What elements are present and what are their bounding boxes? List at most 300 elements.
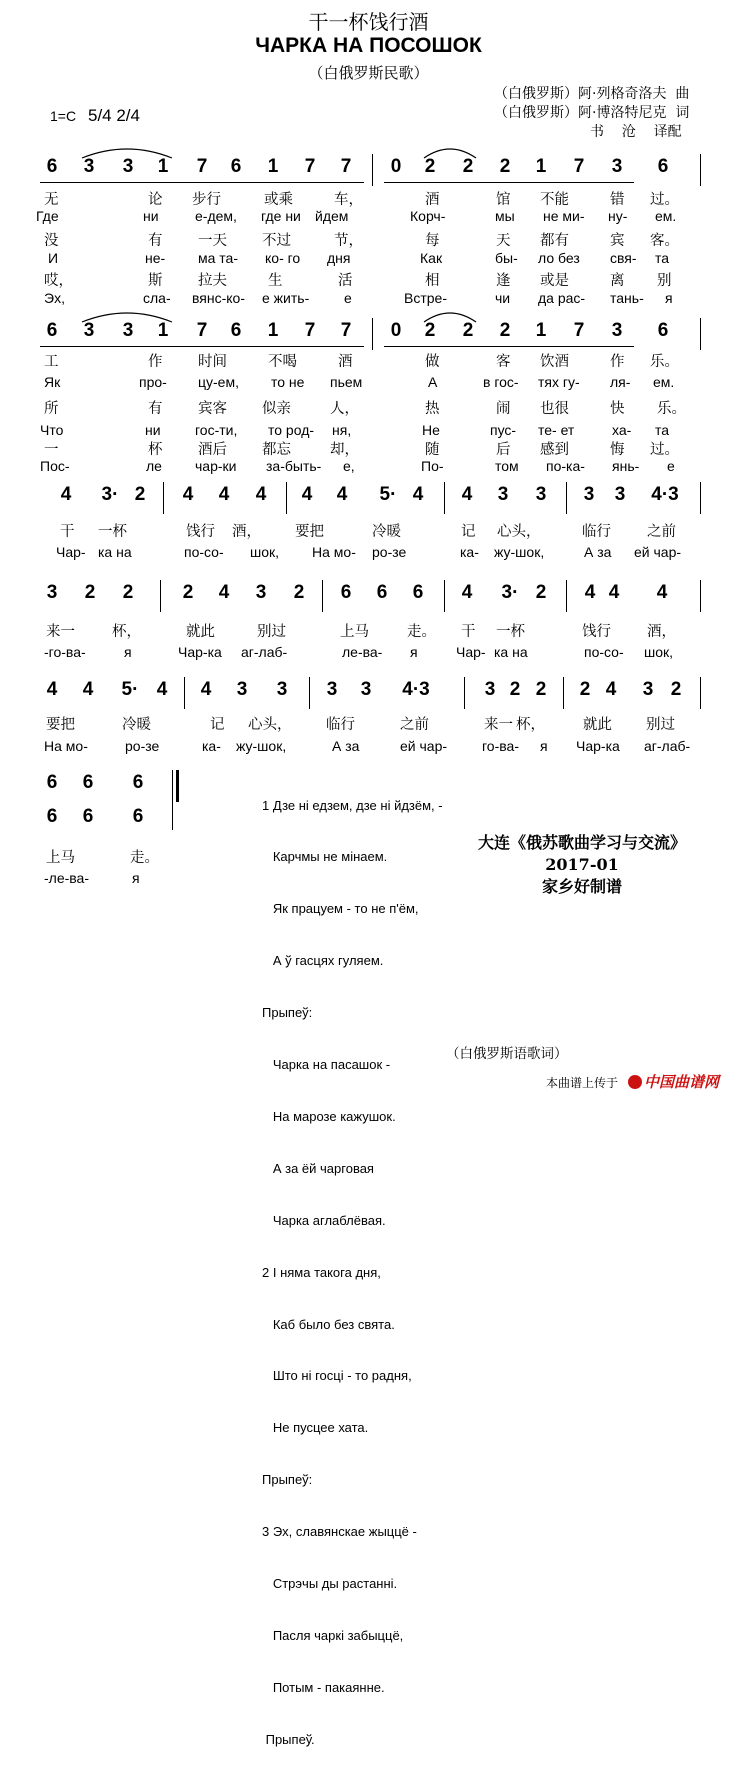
lyric: 闹 xyxy=(496,401,511,417)
lyric: Как xyxy=(420,250,443,266)
lyric-line xyxy=(0,644,737,664)
lyric-line xyxy=(0,208,737,228)
lyric: цу-ем, xyxy=(198,374,239,390)
note: 0 xyxy=(390,320,402,341)
lyric: 别过 xyxy=(257,624,286,640)
translator-credit: 书 沧 译配 xyxy=(590,124,682,140)
site-logo-icon xyxy=(628,1075,642,1089)
lyric: 饯行 xyxy=(186,524,215,540)
note: 0 xyxy=(390,156,402,177)
lyric: 饮酒 xyxy=(540,354,569,370)
bar-line xyxy=(184,677,185,709)
lyric: 临行 xyxy=(582,524,611,540)
final-bar-line xyxy=(172,770,180,830)
beam-line xyxy=(384,182,634,183)
lyric: е жить- xyxy=(262,290,310,306)
lyric: ей чар- xyxy=(400,738,448,754)
lyric: 酒 xyxy=(338,354,353,370)
lyric: 逢 xyxy=(496,273,511,289)
note: 4 xyxy=(301,484,313,505)
note: 4 xyxy=(218,484,230,505)
lyric: Корч- xyxy=(410,208,446,224)
lyric: Як xyxy=(44,374,61,390)
lyric: 客 xyxy=(496,354,511,370)
lyric: 记 xyxy=(210,717,225,733)
note: 3 xyxy=(83,156,95,177)
lyric: е xyxy=(667,458,675,474)
lyric: 作 xyxy=(610,354,625,370)
note: 6 xyxy=(132,772,144,793)
note: 1 xyxy=(267,320,279,341)
note: 6 xyxy=(412,582,424,603)
lyric: 饯行 xyxy=(582,624,611,640)
lyric: 有 xyxy=(148,233,163,249)
lyric: 走。 xyxy=(130,850,159,866)
lyric: По- xyxy=(421,458,444,474)
lyric: 拉夫 xyxy=(198,273,227,289)
lyric: 后 xyxy=(496,442,511,458)
note: 3 xyxy=(276,679,288,700)
lyric: -ле-ва- xyxy=(44,870,90,886)
lyric: где ни xyxy=(261,208,301,224)
lyric-line xyxy=(0,290,737,310)
lyric: ко- го xyxy=(265,250,301,266)
lyric: 却， xyxy=(330,442,359,458)
note: 2 xyxy=(122,582,134,603)
lyric: 哎， xyxy=(44,273,73,289)
lyric: 杯， xyxy=(112,624,141,640)
lyric: 相 xyxy=(425,273,440,289)
note: 3 xyxy=(611,156,623,177)
lyric: 之前 xyxy=(647,524,676,540)
note: 6 xyxy=(46,806,58,827)
note: 4 xyxy=(461,484,473,505)
note: 4 xyxy=(218,582,230,603)
note-row xyxy=(0,677,737,707)
lyric: 过。 xyxy=(650,442,679,458)
verse-line: Як працуем - то не п'ём, xyxy=(262,901,419,917)
lyric: ля- xyxy=(610,374,631,390)
lyric-line xyxy=(0,544,737,564)
slur-mark xyxy=(80,144,175,160)
lyric: 要把 xyxy=(295,524,324,540)
lyric: бы- xyxy=(495,250,518,266)
lyric: 一杯 xyxy=(98,524,127,540)
lyric: 干 xyxy=(60,524,75,540)
note: 7 xyxy=(573,320,585,341)
lyric-line xyxy=(0,520,737,540)
lyric: А за xyxy=(332,738,360,754)
lyric: 似亲 xyxy=(262,401,291,417)
note: 2 xyxy=(535,582,547,603)
lyric: не ми- xyxy=(543,208,585,224)
lyric: ло без xyxy=(538,250,580,266)
bar-line xyxy=(700,580,701,612)
lyric: свя- xyxy=(610,250,637,266)
lyric: 杯， xyxy=(516,717,545,733)
lyric: янь- xyxy=(612,458,640,474)
lyric-line xyxy=(0,250,737,270)
lyric: ка- xyxy=(202,738,221,754)
note: 4 xyxy=(656,582,668,603)
lyric: 感到 xyxy=(540,442,569,458)
verse-line: 2 I няма такога дня, xyxy=(262,1264,381,1280)
note: 5· xyxy=(121,679,139,700)
note-row xyxy=(0,482,737,512)
lyric-line xyxy=(0,713,737,733)
lyric: 上马 xyxy=(340,624,369,640)
note: 7 xyxy=(340,320,352,341)
lyric: йдем xyxy=(315,208,349,224)
lyric: вянс-ко- xyxy=(192,290,245,306)
note: 7 xyxy=(573,156,585,177)
note: 3 xyxy=(83,320,95,341)
lyric: ем. xyxy=(653,374,675,390)
note: 2 xyxy=(670,679,682,700)
bar-line xyxy=(372,154,373,186)
lyric: мы xyxy=(495,208,515,224)
lyric-line xyxy=(0,738,737,758)
note: 2 xyxy=(293,582,305,603)
lyric: е, xyxy=(343,458,355,474)
lyric: том xyxy=(495,458,519,474)
beam-line xyxy=(384,346,634,347)
lyric: 都有 xyxy=(540,233,569,249)
lyric: Чар-ка xyxy=(178,644,222,660)
lyric: 作 xyxy=(148,354,163,370)
note: 6 xyxy=(230,156,242,177)
lyric: 走。 xyxy=(407,624,436,640)
bar-line xyxy=(700,154,701,186)
note: 3 xyxy=(614,484,626,505)
lyric: дня xyxy=(327,250,351,266)
lyric: 要把 xyxy=(46,717,75,733)
lyric: 记 xyxy=(461,524,476,540)
note: 4 xyxy=(255,484,267,505)
bar-line xyxy=(700,482,701,514)
lyric: А за xyxy=(584,544,612,560)
note: 4 xyxy=(60,484,72,505)
lyric: 随 xyxy=(425,442,440,458)
lyric: 乐。 xyxy=(650,354,679,370)
lyric: жу-шок, xyxy=(494,544,545,560)
lyric: 生 xyxy=(268,273,283,289)
bar-line xyxy=(309,677,310,709)
verse-line: Што нi госцi - то радня, xyxy=(262,1368,412,1384)
lyric: 冷暖 xyxy=(122,717,151,733)
lyric: 所 xyxy=(44,401,59,417)
bar-line xyxy=(444,482,445,514)
bar-line xyxy=(464,677,465,709)
lyric: 离 xyxy=(610,273,625,289)
lyric: шок, xyxy=(644,644,674,660)
note: 2 xyxy=(134,484,146,505)
lyric: 工 xyxy=(44,354,59,370)
note: 5· xyxy=(379,484,397,505)
lyric: аг-лаб- xyxy=(241,644,288,660)
note: 7 xyxy=(196,156,208,177)
lyric: в гос- xyxy=(483,374,519,390)
lyric: 也很 xyxy=(540,401,569,417)
lyric: про- xyxy=(139,374,167,390)
note: 2 xyxy=(462,320,474,341)
note: 2 xyxy=(499,156,511,177)
lyric: то род- xyxy=(268,422,315,438)
lyric: та xyxy=(655,250,670,266)
lyric-line xyxy=(0,229,737,249)
lyric: чи xyxy=(495,290,511,306)
lyric: 心头， xyxy=(497,524,541,540)
note: 3 xyxy=(360,679,372,700)
lyric: ем. xyxy=(655,208,677,224)
note: 1 xyxy=(157,320,169,341)
lyric: 杯 xyxy=(148,442,163,458)
site-name: 中国曲谱网 xyxy=(644,1073,720,1091)
lyric: ни xyxy=(145,422,161,438)
note: 4 xyxy=(156,679,168,700)
note: 3 xyxy=(255,582,267,603)
lyric: 或乘 xyxy=(264,192,293,208)
lyric: 无 xyxy=(44,192,59,208)
note: 6 xyxy=(340,582,352,603)
lyric: я xyxy=(410,644,418,660)
lyric: 做 xyxy=(425,354,440,370)
lyric: Чар- xyxy=(56,544,86,560)
note: 7 xyxy=(304,320,316,341)
upload-notice: 本曲谱上传于 xyxy=(546,1076,619,1090)
lyric: 心头， xyxy=(248,717,292,733)
lyric: 一天 xyxy=(198,233,227,249)
bar-line xyxy=(372,318,373,350)
verse-line: 3 Эх, славянскае жыццё - xyxy=(262,1524,417,1540)
note: 4 xyxy=(336,484,348,505)
song-title-chinese: 干一杯饯行酒 xyxy=(308,10,429,34)
lyric: 馆 xyxy=(496,192,511,208)
slur-mark xyxy=(80,308,175,324)
lyric: 上马 xyxy=(46,850,75,866)
lyric: 斯 xyxy=(148,273,163,289)
lyric: 热 xyxy=(425,401,440,417)
note: 3 xyxy=(583,484,595,505)
lyric: 来一 xyxy=(46,624,75,640)
lyric: А xyxy=(428,374,438,390)
lyric: 临行 xyxy=(326,717,355,733)
note: 3 xyxy=(642,679,654,700)
note: 4 xyxy=(605,679,617,700)
verse-line: Каб было без свята. xyxy=(262,1316,395,1332)
note: 3· xyxy=(101,484,119,505)
note: 2 xyxy=(462,156,474,177)
lyric: 不能 xyxy=(540,192,569,208)
note: 7 xyxy=(340,156,352,177)
note: 3 xyxy=(326,679,338,700)
note: 2 xyxy=(424,320,436,341)
song-title-russian: ЧАРКА НА ПОСОШОК xyxy=(255,34,482,57)
note: 3 xyxy=(46,582,58,603)
note: 3· xyxy=(501,582,519,603)
note-row xyxy=(0,580,737,610)
lyric: по-со- xyxy=(184,544,224,560)
verse-line: Пасля чаркi забыццё, xyxy=(262,1627,404,1643)
lyric: ка на xyxy=(494,644,528,660)
lyric: те- ет xyxy=(538,422,575,438)
verse-line: Прыпеў. xyxy=(262,1731,315,1747)
lyric-line xyxy=(0,458,737,478)
note: 6 xyxy=(230,320,242,341)
lyric: за-быть- xyxy=(266,458,322,474)
bar-line xyxy=(566,482,567,514)
maker-line: 大连《俄苏歌曲学习与交流》 xyxy=(477,833,686,852)
beam-line xyxy=(40,346,364,347)
note: 4 xyxy=(182,484,194,505)
lyric: 别 xyxy=(657,273,672,289)
note: 4 xyxy=(584,582,596,603)
verse-line: Не пусцее хата. xyxy=(262,1420,369,1436)
lyric: та xyxy=(655,422,670,438)
note: 1 xyxy=(535,320,547,341)
note: 6 xyxy=(46,320,58,341)
lyric: Где xyxy=(36,208,59,224)
note: 3 xyxy=(611,320,623,341)
lyric: ле-ва- xyxy=(342,644,383,660)
note: 4 xyxy=(200,679,212,700)
lyric: го-ва- xyxy=(482,738,519,754)
note: 6 xyxy=(46,156,58,177)
note: 6 xyxy=(376,582,388,603)
lyric: по-ка- xyxy=(546,458,585,474)
lyric: пус- xyxy=(490,422,517,438)
lyric: 宾 xyxy=(610,233,625,249)
lyric: 宾客 xyxy=(198,401,227,417)
lyric: 不过 xyxy=(262,233,291,249)
lyric: я xyxy=(540,738,548,754)
lyric: Что xyxy=(40,422,64,438)
lyric-line xyxy=(0,350,737,370)
slur-mark xyxy=(422,144,478,160)
lyric: 悔 xyxy=(610,442,625,458)
note: 3 xyxy=(484,679,496,700)
lyric: шок, xyxy=(250,544,280,560)
note: 1 xyxy=(157,156,169,177)
bar-line xyxy=(163,482,164,514)
lyric: 过。 xyxy=(650,192,679,208)
note: 6 xyxy=(82,806,94,827)
note: 3 xyxy=(122,156,134,177)
site-logo[interactable] xyxy=(628,1071,719,1092)
lyric: ка- xyxy=(460,544,479,560)
lyric: На мо- xyxy=(312,544,356,560)
note: 3 xyxy=(236,679,248,700)
lyric: 没 xyxy=(44,233,59,249)
lyric: 一杯 xyxy=(496,624,525,640)
lyric: 活 xyxy=(338,273,353,289)
lyric: е-дем, xyxy=(195,208,237,224)
verse-line: Потым - пакаянне. xyxy=(262,1679,385,1695)
verse-line: Стрэчы ды растаннi. xyxy=(262,1575,398,1591)
lyric: ро-зе xyxy=(372,544,407,560)
lyric: Чар- xyxy=(456,644,486,660)
lyric: 快 xyxy=(610,401,625,417)
verse-line: Прыпеў: xyxy=(262,1472,313,1488)
note: 4·3 xyxy=(651,484,679,505)
bar-line xyxy=(563,677,564,709)
lyric: я xyxy=(665,290,673,306)
note: 4 xyxy=(608,582,620,603)
note: 3 xyxy=(122,320,134,341)
note: 2 xyxy=(579,679,591,700)
lyric: 冷暖 xyxy=(372,524,401,540)
lyric: 都忘 xyxy=(262,442,291,458)
lyric: 酒 xyxy=(425,192,440,208)
beam-line xyxy=(40,182,364,183)
lyric: то не xyxy=(271,374,305,390)
note: 3 xyxy=(535,484,547,505)
note: 6 xyxy=(657,156,669,177)
lyric: ро-зе xyxy=(125,738,160,754)
note: 4·3 xyxy=(402,679,430,700)
lyric: 或是 xyxy=(540,273,569,289)
verse-line: Прыпеў: xyxy=(262,1005,313,1021)
note: 6 xyxy=(132,806,144,827)
lyric: ле xyxy=(146,458,162,474)
note: 1 xyxy=(535,156,547,177)
lyric-line xyxy=(0,438,737,458)
lyric: 错 xyxy=(610,192,625,208)
composer-credit: （白俄罗斯）阿·列格奇洛夫 曲 xyxy=(494,86,690,102)
lyric: 乐。 xyxy=(657,401,686,417)
lyric: 干 xyxy=(461,624,476,640)
lyric: ни xyxy=(143,208,159,224)
maker-line: 2017-01 xyxy=(545,855,619,874)
verse-line: Чарка аглаблёвая. xyxy=(262,1212,386,1228)
lyric: сла- xyxy=(143,290,171,306)
lyric: ха- xyxy=(612,422,632,438)
lyric: я xyxy=(124,644,132,660)
lyric: ка на xyxy=(98,544,132,560)
lyric: ей чар- xyxy=(634,544,682,560)
lyric: Не xyxy=(422,422,440,438)
lyric-line xyxy=(0,397,737,417)
lyric: Пос- xyxy=(40,458,70,474)
note: 1 xyxy=(267,156,279,177)
verse-line: Чарка на пасашок - xyxy=(262,1057,391,1073)
note: 3 xyxy=(497,484,509,505)
verse-line: На марозе кажушок. xyxy=(262,1108,396,1124)
note: 2 xyxy=(509,679,521,700)
lyric-line xyxy=(0,188,737,208)
lyric: 时间 xyxy=(198,354,227,370)
lyric: чар-ки xyxy=(195,458,237,474)
note: 2 xyxy=(182,582,194,603)
verse-line: 1 Дзе нi едзем, дзе нi йдзём, - xyxy=(262,797,443,813)
bar-line xyxy=(322,580,323,612)
note: 2 xyxy=(499,320,511,341)
lyric: 论 xyxy=(148,192,163,208)
note: 7 xyxy=(196,320,208,341)
key-signature: 1=C xyxy=(50,108,77,124)
slur-mark xyxy=(422,308,478,324)
song-subtitle: （白俄罗斯民歌） xyxy=(308,64,429,82)
lyric: 就此 xyxy=(186,624,215,640)
note: 2 xyxy=(424,156,436,177)
lyric: 别过 xyxy=(646,717,675,733)
lyric: 有 xyxy=(148,401,163,417)
lyric: я xyxy=(132,870,140,886)
lyric: 就此 xyxy=(583,717,612,733)
lyric: ня, xyxy=(332,422,352,438)
bar-line xyxy=(566,580,567,612)
lyric-line xyxy=(0,269,737,289)
